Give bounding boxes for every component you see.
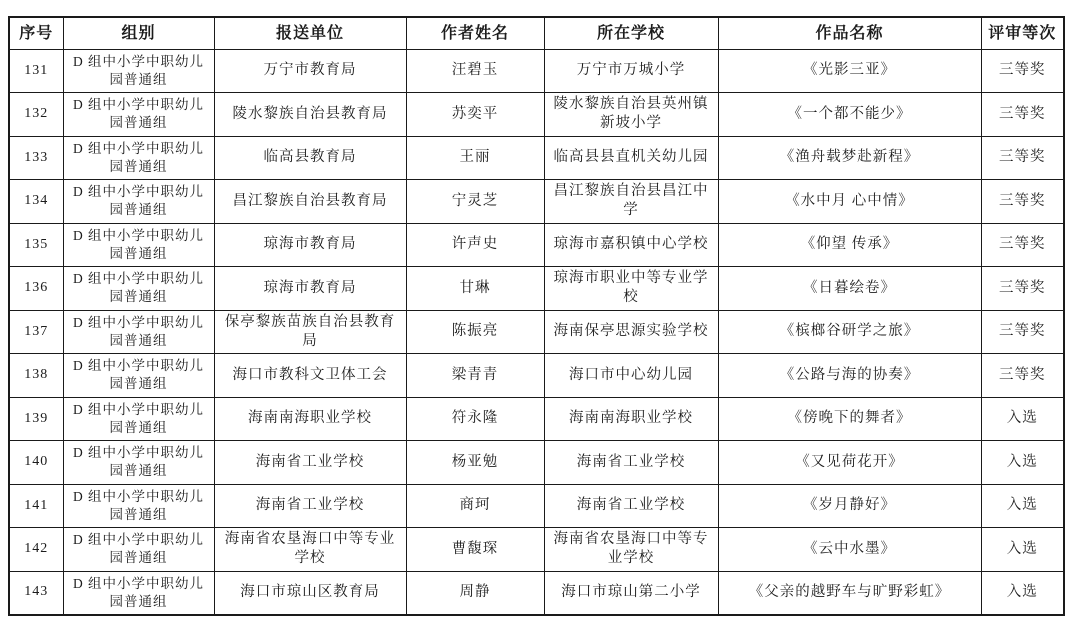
cell-grade: 三等奖 — [981, 267, 1064, 311]
cell-school: 海口市中心幼儿园 — [544, 354, 718, 398]
cell-group: D 组中小学中职幼儿园普通组 — [63, 397, 214, 441]
cell-grade: 入选 — [981, 484, 1064, 528]
cell-unit: 海口市琼山区教育局 — [214, 571, 406, 615]
column-header-school: 所在学校 — [544, 17, 718, 49]
cell-title: 《又见荷花开》 — [718, 441, 981, 485]
cell-title: 《水中月 心中情》 — [718, 180, 981, 224]
cell-index: 137 — [9, 310, 63, 354]
cell-grade: 三等奖 — [981, 49, 1064, 93]
cell-unit: 昌江黎族自治县教育局 — [214, 180, 406, 224]
cell-author: 商珂 — [406, 484, 544, 528]
column-header-unit: 报送单位 — [214, 17, 406, 49]
table-row — [9, 267, 1064, 311]
column-header-title: 作品名称 — [718, 17, 981, 49]
cell-grade: 三等奖 — [981, 93, 1064, 137]
cell-title: 《公路与海的协奏》 — [718, 354, 981, 398]
cell-title: 《岁月静好》 — [718, 484, 981, 528]
cell-author: 汪碧玉 — [406, 49, 544, 93]
table-row — [9, 49, 1064, 93]
table-row — [9, 484, 1064, 528]
header-row — [9, 17, 1064, 49]
cell-index: 135 — [9, 223, 63, 267]
column-header-index: 序号 — [9, 17, 63, 49]
table-row — [9, 528, 1064, 572]
cell-group: D 组中小学中职幼儿园普通组 — [63, 354, 214, 398]
cell-author: 宁灵芝 — [406, 180, 544, 224]
column-header-group: 组别 — [63, 17, 214, 49]
cell-school: 琼海市职业中等专业学校 — [544, 267, 718, 311]
cell-author: 杨亚勉 — [406, 441, 544, 485]
cell-group: D 组中小学中职幼儿园普通组 — [63, 223, 214, 267]
cell-index: 136 — [9, 267, 63, 311]
cell-school: 海南省农垦海口中等专业学校 — [544, 528, 718, 572]
cell-group: D 组中小学中职幼儿园普通组 — [63, 267, 214, 311]
cell-school: 海南保亭思源实验学校 — [544, 310, 718, 354]
cell-grade: 入选 — [981, 571, 1064, 615]
cell-author: 甘琳 — [406, 267, 544, 311]
cell-index: 141 — [9, 484, 63, 528]
cell-group: D 组中小学中职幼儿园普通组 — [63, 441, 214, 485]
cell-school: 海南南海职业学校 — [544, 397, 718, 441]
cell-author: 许声史 — [406, 223, 544, 267]
table-header — [9, 17, 1064, 49]
table-row — [9, 93, 1064, 137]
table-row — [9, 571, 1064, 615]
cell-school: 海口市琼山第二小学 — [544, 571, 718, 615]
cell-title: 《光影三亚》 — [718, 49, 981, 93]
table-body — [9, 49, 1064, 615]
cell-school: 琼海市嘉积镇中心学校 — [544, 223, 718, 267]
cell-author: 曹馥琛 — [406, 528, 544, 572]
cell-index: 134 — [9, 180, 63, 224]
cell-index: 138 — [9, 354, 63, 398]
cell-index: 142 — [9, 528, 63, 572]
cell-group: D 组中小学中职幼儿园普通组 — [63, 571, 214, 615]
cell-unit: 海南省工业学校 — [214, 484, 406, 528]
cell-author: 苏奕平 — [406, 93, 544, 137]
cell-title: 《一个都不能少》 — [718, 93, 981, 137]
cell-school: 海南省工业学校 — [544, 441, 718, 485]
cell-unit: 万宁市教育局 — [214, 49, 406, 93]
cell-index: 139 — [9, 397, 63, 441]
cell-school: 临高县县直机关幼儿园 — [544, 136, 718, 180]
cell-index: 131 — [9, 49, 63, 93]
cell-index: 132 — [9, 93, 63, 137]
cell-group: D 组中小学中职幼儿园普通组 — [63, 49, 214, 93]
table-row — [9, 354, 1064, 398]
table-row — [9, 136, 1064, 180]
table-row — [9, 397, 1064, 441]
cell-unit: 保亭黎族苗族自治县教育局 — [214, 310, 406, 354]
cell-author: 梁青青 — [406, 354, 544, 398]
cell-index: 140 — [9, 441, 63, 485]
cell-group: D 组中小学中职幼儿园普通组 — [63, 528, 214, 572]
cell-grade: 三等奖 — [981, 180, 1064, 224]
cell-grade: 入选 — [981, 441, 1064, 485]
cell-group: D 组中小学中职幼儿园普通组 — [63, 180, 214, 224]
column-header-author: 作者姓名 — [406, 17, 544, 49]
cell-author: 王丽 — [406, 136, 544, 180]
cell-index: 143 — [9, 571, 63, 615]
cell-title: 《傍晚下的舞者》 — [718, 397, 981, 441]
cell-title: 《云中水墨》 — [718, 528, 981, 572]
cell-author: 符永隆 — [406, 397, 544, 441]
cell-school: 昌江黎族自治县昌江中学 — [544, 180, 718, 224]
cell-unit: 海南省农垦海口中等专业学校 — [214, 528, 406, 572]
cell-grade: 入选 — [981, 397, 1064, 441]
cell-author: 周静 — [406, 571, 544, 615]
cell-group: D 组中小学中职幼儿园普通组 — [63, 93, 214, 137]
cell-title: 《日暮绘卷》 — [718, 267, 981, 311]
cell-title: 《渔舟载梦赴新程》 — [718, 136, 981, 180]
cell-unit: 琼海市教育局 — [214, 267, 406, 311]
cell-unit: 海口市教科文卫体工会 — [214, 354, 406, 398]
cell-grade: 三等奖 — [981, 354, 1064, 398]
cell-unit: 临高县教育局 — [214, 136, 406, 180]
award-results-table — [8, 16, 1065, 616]
cell-title: 《槟榔谷研学之旅》 — [718, 310, 981, 354]
cell-grade: 三等奖 — [981, 136, 1064, 180]
cell-school: 陵水黎族自治县英州镇新坡小学 — [544, 93, 718, 137]
table-row — [9, 441, 1064, 485]
cell-unit: 陵水黎族自治县教育局 — [214, 93, 406, 137]
table-row — [9, 310, 1064, 354]
cell-group: D 组中小学中职幼儿园普通组 — [63, 310, 214, 354]
column-header-grade: 评审等次 — [981, 17, 1064, 49]
cell-group: D 组中小学中职幼儿园普通组 — [63, 484, 214, 528]
table-row — [9, 223, 1064, 267]
cell-title: 《仰望 传承》 — [718, 223, 981, 267]
cell-grade: 入选 — [981, 528, 1064, 572]
cell-unit: 海南南海职业学校 — [214, 397, 406, 441]
cell-unit: 琼海市教育局 — [214, 223, 406, 267]
cell-school: 海南省工业学校 — [544, 484, 718, 528]
table-row — [9, 180, 1064, 224]
cell-grade: 三等奖 — [981, 310, 1064, 354]
cell-group: D 组中小学中职幼儿园普通组 — [63, 136, 214, 180]
cell-title: 《父亲的越野车与旷野彩虹》 — [718, 571, 981, 615]
cell-grade: 三等奖 — [981, 223, 1064, 267]
cell-index: 133 — [9, 136, 63, 180]
cell-unit: 海南省工业学校 — [214, 441, 406, 485]
cell-school: 万宁市万城小学 — [544, 49, 718, 93]
cell-author: 陈振亮 — [406, 310, 544, 354]
